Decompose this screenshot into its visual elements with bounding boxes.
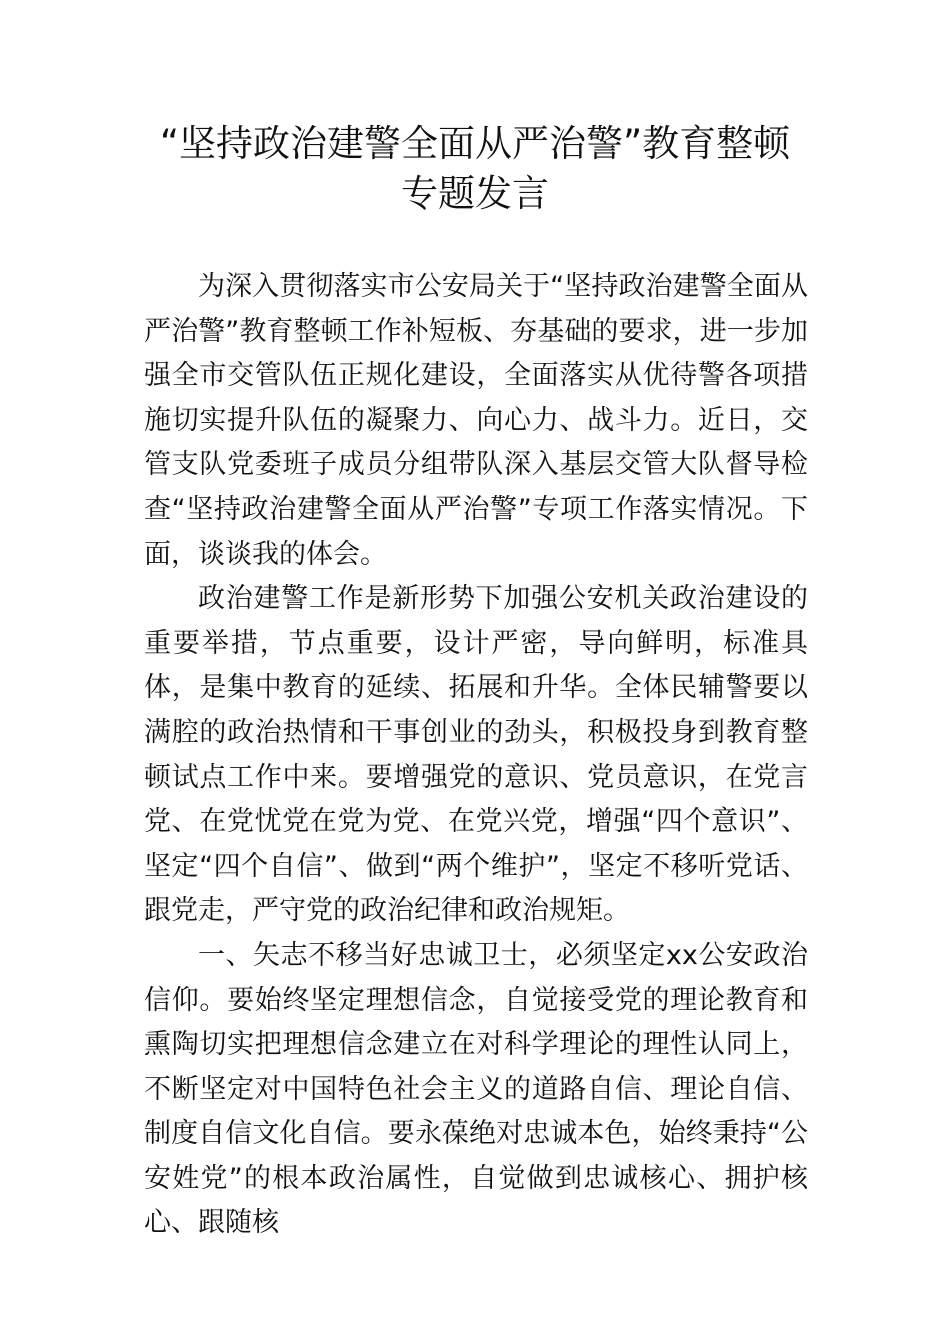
paragraph-section-one: 一、矢志不移当好忠诚卫士，必须坚定xx公安政治信仰。要始终坚定理想信念，自觉接受党的理论教育和熏陶切实把理想信念建立在对科学理论的理性认同上，不断坚定对中国特色社会主义的道路自信、理论自信、制度自信文化自信。要永葆绝对忠诚本色，始终秉持“公安姓党”的根本政治属性，自觉做到忠诚核心、拥护核心、跟随核 — [144, 939, 808, 1239]
document-body — [144, 265, 808, 1246]
paragraph-intro: 为深入贯彻落实市公安局关于“坚持政治建警全面从严治警”教育整顿工作补短板、夯基础的要求，进一步加强全市交管队伍正规化建设，全面落实从优待警各项措施切实提升队伍的凝聚力、向心力、战斗力。近日，交管支队党委班子成员分组带队深入基层交管大队督导检查“坚持政治建警全面从严治警”专项工作落实情况。下面，谈谈我的体会。 — [144, 271, 808, 570]
document-title-line-1: “坚持政治建警全面从严治警”教育整顿 — [159, 122, 791, 165]
paragraph-political-building: 政治建警工作是新形势下加强公安机关政治建设的重要举措，节点重要，设计严密，导向鲜明，标准具体，是集中教育的延续、拓展和升华。全体民辅警要以满腔的政治热情和干事创业的劲头，积极投身到教育整顿试点工作中来。要增强党的意识、党员意识，在党言党、在党忧党在党为党、在党兴党，增强“四个意识”、坚定“四个自信”、做到“两个维护”，坚定不移听党话、跟党走，严守党的政治纪律和政治规矩。 — [144, 583, 808, 927]
document-title-line-2: 专题发言 — [401, 172, 549, 215]
